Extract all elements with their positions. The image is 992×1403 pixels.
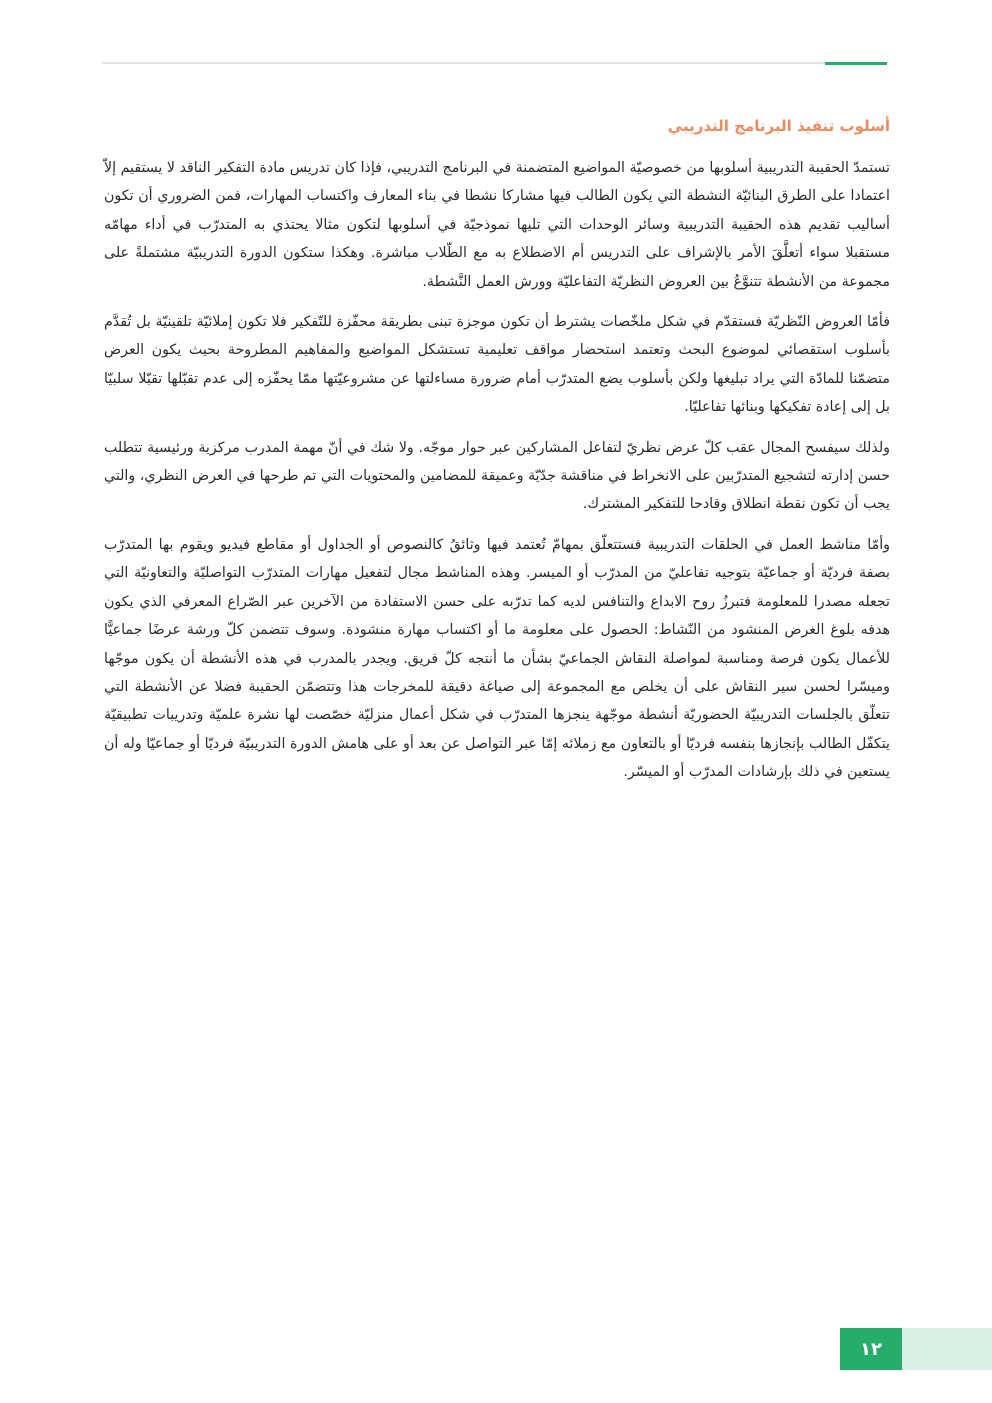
page-number-badge (840, 1328, 992, 1370)
header-accent-bar (825, 62, 887, 65)
page-number-tail (902, 1328, 992, 1370)
header-rule (102, 62, 887, 64)
paragraph-1: تستمدّ الحقيبة التدريبية أسلوبها من خصوصيّة المواضيع المتضمنة في البرنامج التدريبي، فإذا كان تدريس مادة التفكير الناقد لا يستقيم إلاّ اعتمادا على الطرق البنائيّة النشطة التي يكون الطالب فيها مشاركا نشطا في بناء المعارف واكتساب المهارات، فمن الضروري أن تكون أساليب تقديم هذه الحقيبة التدريبية وسائر الوحدات التي تليها نموذجيّة في أسلوبها لتكون مثالا يحتذي به المتدرّب في أداء مهامّه مستقبلا سواء أتعلَّقَ الأمر بالإشراف على التدريس أم الاضطلاع به مع الطّلاب مباشرة. وهكذا ستكون الدورة التدريبيّة مشتملةً على مجموعة من الأنشطة تتنوَّعُ بين العروض النظريّة التفاعليّة وورش العمل النَّشطة. (104, 160, 890, 290)
page-content (104, 112, 890, 799)
page-number: ١٢ (840, 1328, 902, 1370)
paragraph-2: فأمّا العروض النّظريّة فستقدّم في شكل ملخّصات يشترط أن تكون موجزة تبنى بطريقة محفّزة للتّفكير فلا تكون إملائيّة تلقينيّة بل تُقدَّم بأسلوب استقصائي لموضوع البحث وتعتمد استحضار مواقف تعليمية تستشكل المواضيع والمفاهيم المطروحة بحيث يكون العرض متضمّنا للمادّة التي يراد تبليغها ولكن بأسلوب يضع المتدرّب أمام ضرورة مساءلتها عن مشروعيّتها ممّا يحفّزه إلى عدم تقبّلها تقبّلا سلبيّا بل إلى إعادة تفكيكها وبنائها تفاعليّا. (104, 314, 890, 416)
paragraph-4: وأمّا مناشط العمل في الحلقات التدريبية فستتعلّق بمهامّ تُعتمد فيها وثائقُ كالنصوص أو الجداول أو مقاطع فيديو ويقوم بها المتدرّب بصفة فرديّة أو جماعيّة بتوجيه تفاعليّ من المدرّب أو الميسر. وهذه المناشط مجال لتفعيل مهارات المتدرّب التواصليّة والتعاونيّة التي تجعله مصدرا للمعلومة فتبرزُ روح الابداع والتنافس لديه كما تدرّبه على حسن الاستفادة من الآخرين عبر الصّراع المعرفي الذي يكون هدفه بلوغ الغرض المنشود من النّشاط: الحصول على معلومة ما أو اكتساب مهارة منشودة. وسوف تتضمن كلّ ورشة عرضًا جماعيًّا للأعمال يكون فرصة ومناسبة لمواصلة النقاش الجماعيّ بشأن ما أنتجه كلّ فريق. ويجدر بالمدرب في هذه الأنشطة أن يكون موجّها وميسّرا لحسن سير النقاش على أن يخلص مع المجموعة إلى صياغة دقيقة للمخرجات هذا وتتضمّن الحقيبة فضلا عن الأنشطة التي تتعلّق بالجلسات التدريبيّة الحضوريّة أنشطة موجّهة ينجزها المتدرّب في شكل أعمال منزليّة خصّصت لها نشرة علميّة وتدريبات تطبيقيّة يتكفّل الطالب بإنجازها بنفسه فرديّا أو بالتعاون مع زملائه إمّا عبر التواصل عن بعد أو على هامش الدورة التدريبيّة فرديّا أو جماعيّا وله أن يستعين في ذلك بإرشادات المدرّب أو الميسّر. (104, 536, 890, 781)
paragraph-3: ولذلك سيفسح المجال عقب كلّ عرض نظريّ لتفاعل المشاركين عبر حوار موجّه. ولا شك في أنّ مهمة المدرب مركزية ورئيسية تتطلب حسن إدارته لتشجيع المتدرّبين على الانخراط في مناقشة جدّيّة وعميقة للمضامين والمحتويات التي تم طرحها في العرض النظري، والتي يجب أن تكون نقطة انطلاق وقادحا للتفكير المشترك. (104, 439, 890, 513)
section-title: أسلوب تنفيذ البرنامج التدريبي (667, 117, 890, 135)
